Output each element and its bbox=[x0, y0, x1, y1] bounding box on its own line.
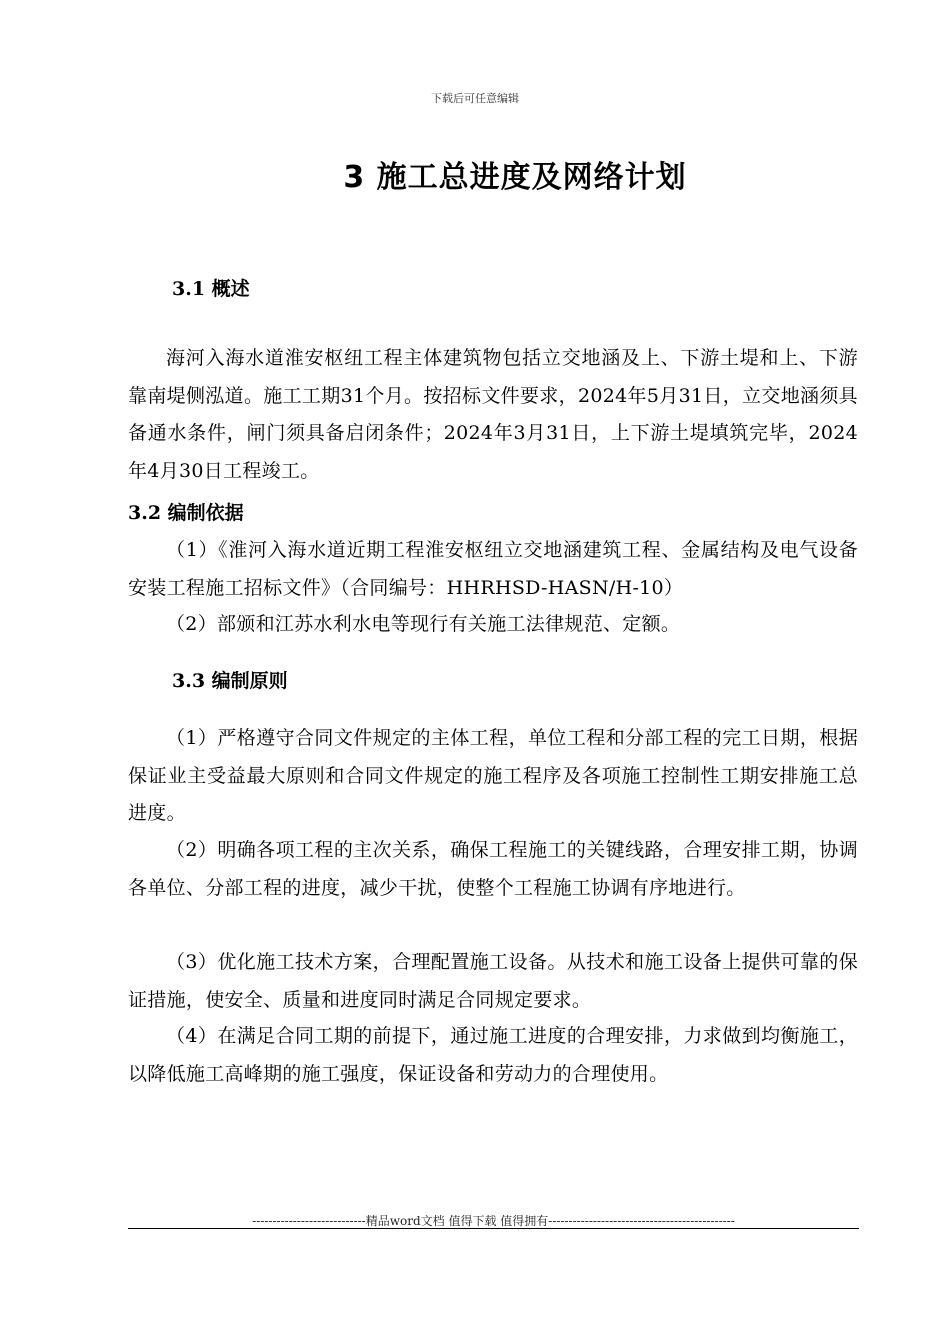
footer-text: ----------------------------精品word文档 值得下载 值得拥有---------------------------------------------- bbox=[252, 1214, 735, 1228]
section-heading-basis: 3.2 编制依据 bbox=[128, 502, 244, 524]
footer-divider bbox=[128, 1228, 859, 1229]
chapter-title: 3 施工总进度及网络计划 bbox=[343, 160, 687, 195]
paragraph-principle-2: （2）明确各项工程的主次关系，确保工程施工的关键线路，合理安排工期，协调各单位、分部工程的进度，减少干扰，使整个工程施工协调有序地进行。 bbox=[128, 839, 858, 899]
paragraph-basis-1: （1）《淮河入海水道近期工程淮安枢纽立交地涵建筑工程、金属结构及电气设备安装工程施工招标文件》（合同编号：HHRHSD-HASN/H-10） bbox=[128, 539, 858, 599]
paragraph-principle-3: （3）优化施工技术方案，合理配置施工设备。从技术和施工设备上提供可靠的保证措施，使安全、质量和进度同时满足合同规定要求。 bbox=[128, 951, 858, 1011]
section-heading-overview: 3.1 概述 bbox=[172, 278, 250, 300]
paragraph-basis-2: （2）部颁和江苏水利水电等现行有关施工法律规范、定额。 bbox=[166, 613, 681, 635]
paragraph-principle-4: （4）在满足合同工期的前提下，通过施工进度的合理安排，力求做到均衡施工，以降低施工高峰期的施工强度，保证设备和劳动力的合理使用。 bbox=[128, 1025, 858, 1085]
header-note: 下载后可任意编辑 bbox=[431, 92, 519, 105]
paragraph-overview: 海河入海水道淮安枢纽工程主体建筑物包括立交地涵及上、下游土堤和上、下游靠南堤侧泓道。施工工期31个月。按招标文件要求，2024年5月31日，立交地涵须具备通水条件，闸门须具备启闭条件；2024年3月31日，上下游土堤填筑完毕，2024年4月30日工程竣工。 bbox=[128, 347, 858, 482]
section-heading-principles: 3.3 编制原则 bbox=[172, 670, 288, 692]
paragraph-principle-1: （1）严格遵守合同文件规定的主体工程，单位工程和分部工程的完工日期，根据保证业主受益最大原则和合同文件规定的施工程序及各项施工控制性工期安排施工总进度。 bbox=[128, 727, 858, 824]
